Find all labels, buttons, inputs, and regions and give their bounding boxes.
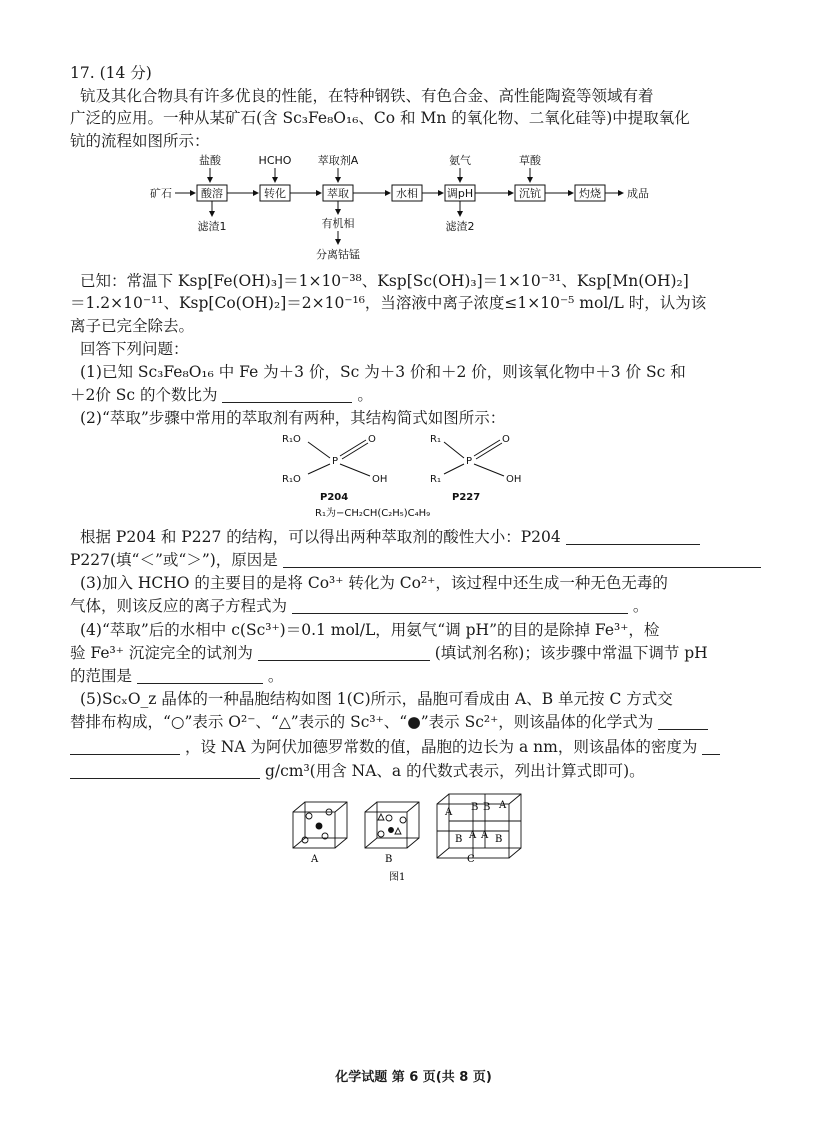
q5-density-blank-a[interactable] — [702, 738, 720, 755]
q1-line-1: (1)已知 Sc₃Fe₈O₁₆ 中 Fe 为＋3 价，Sc 为＋3 价和＋2 价，则该氧化物中＋3 价 Sc 和 — [80, 363, 686, 381]
c-cell-3: B — [483, 802, 491, 813]
q3-period: 。 — [632, 597, 649, 615]
p204-oh: OH — [372, 474, 388, 485]
q5-density-blank-b[interactable] — [70, 762, 260, 779]
p204-r1o-bottom: R₁O — [282, 474, 301, 485]
q4-reagent-blank[interactable] — [258, 644, 430, 661]
c-cell-2: B — [471, 802, 479, 813]
process-flowchart — [140, 150, 680, 265]
known-line-1: 已知：常温下 Ksp[Fe(OH)₃]＝1×10⁻³⁸、Ksp[Sc(OH)₃]＝1×10⁻³¹、Ksp[Mn(OH)₂] — [80, 272, 689, 290]
q5-text-b: 替排布构成，“○”表示 O²⁻、“△”表示的 Sc³⁺、“●”表示 Sc²⁺，则该晶体的化学式为 — [70, 713, 654, 731]
q2-line-2 — [80, 527, 700, 547]
step-extract: 萃取 — [327, 187, 349, 200]
p227-p: P — [466, 456, 473, 467]
unit-cell-b — [365, 802, 419, 848]
q5-line-3 — [70, 737, 720, 757]
step-convert: 转化 — [264, 187, 286, 200]
q2-line-3 — [70, 550, 761, 570]
q5-line-1: (5)ScₓO_z 晶体的一种晶胞结构如图 1(C)所示，晶胞可看成由 A、B 单元按 C 方式交 — [80, 690, 673, 708]
intro-line-2: 广泛的应用。一种从某矿石(含 Sc₃Fe₈O₁₆、Co 和 Mn 的氧化物、二氧化硅等)中提取氧化 — [70, 109, 690, 127]
q2-compare-blank[interactable] — [566, 528, 700, 545]
q3-line-2 — [70, 596, 648, 616]
intro-line-1: 钪及其化合物具有许多优良的性能，在特种钢铁、有色合金、高性能陶瓷等领域有着 — [80, 87, 654, 105]
unit-cell-c — [437, 794, 521, 858]
step-precipitate: 沉钪 — [519, 187, 541, 200]
q4-period: 。 — [267, 667, 284, 685]
intro-line-3: 钪的流程如图所示： — [70, 132, 210, 150]
p227-oh: OH — [506, 474, 522, 485]
known-line-2: ＝1.2×10⁻¹¹、Ksp[Co(OH)₂]＝2×10⁻¹⁶，当溶液中离子浓度≤1×10⁻⁵ mol/L 时，认为该 — [70, 294, 707, 312]
q4-text-b1: 验 Fe³⁺ 沉淀完全的试剂为 — [70, 644, 253, 662]
p227-o: O — [502, 434, 510, 445]
q1-answer-blank[interactable] — [222, 386, 352, 403]
unit-cell-a — [293, 802, 347, 848]
q4-ph-blank[interactable] — [137, 667, 263, 684]
reagent-oxalic: 草酸 — [519, 154, 541, 167]
q4-line-2 — [70, 643, 708, 663]
q5-formula-blank-a[interactable] — [658, 713, 708, 730]
p204-r1o-top: R₁O — [282, 434, 301, 445]
q2-text-c: P227(填“＜”或“＞”)，原因是 — [70, 551, 278, 569]
crystal-figure-1 — [285, 790, 545, 885]
q3-equation-blank[interactable] — [292, 597, 628, 614]
step-ph: 调pH — [446, 187, 474, 200]
p204-label: P204 — [320, 492, 349, 503]
known-line-3: 离子已完全除去。 — [70, 317, 195, 335]
flow-start: 矿石 — [150, 187, 172, 200]
reagent-ammonia: 氨气 — [449, 154, 471, 167]
q1-line-2 — [70, 385, 373, 405]
q4-text-c: 的范围是 — [70, 667, 133, 685]
q4-line-1: (4)“萃取”后的水相中 c(Sc³⁺)＝0.1 mol/L，用氨气“调 pH”的目的是除掉 Fe³⁺，检 — [80, 621, 660, 639]
c-cell-7: A — [481, 830, 489, 841]
page-footer: 化学试题 第 6 页(共 8 页) — [335, 1070, 492, 1085]
reagent-hcl: 盐酸 — [199, 154, 221, 167]
separate-co-mn: 分离钴锰 — [316, 248, 360, 261]
c-cell-1: A — [445, 807, 453, 818]
q5-formula-blank-b[interactable] — [70, 738, 180, 755]
q1-text: ＋2价 Sc 的个数比为 — [70, 386, 218, 404]
extractant-structures — [280, 428, 540, 520]
c-cell-8: B — [495, 834, 503, 845]
question-header: 17. (14 分) — [70, 64, 152, 82]
p204-p: P — [332, 456, 339, 467]
q5-line-4 — [70, 761, 645, 781]
q5-text-d: g/cm³(用含 NA、a 的代数式表示，列出计算式即可)。 — [264, 762, 645, 780]
answer-prompt: 回答下列问题： — [80, 340, 189, 358]
r1-definition: R₁为−CH₂CH(C₂H₅)C₄H₉ — [315, 508, 431, 519]
p227-r1-top: R₁ — [430, 434, 441, 445]
figure-caption: 图1 — [389, 872, 406, 883]
figure-label-c: C — [467, 854, 475, 865]
q1-period: 。 — [357, 386, 373, 404]
residue-2: 滤渣2 — [445, 220, 475, 233]
p204-o: O — [368, 434, 376, 445]
step-aqueous: 水相 — [396, 187, 418, 200]
residue-1: 滤渣1 — [197, 220, 227, 233]
c-cell-4: A — [499, 800, 507, 811]
organic-phase: 有机相 — [321, 217, 355, 230]
figure-label-b: B — [385, 854, 393, 865]
q3-text-b: 气体，则该反应的离子方程式为 — [70, 597, 288, 615]
figure-label-a: A — [311, 854, 319, 865]
q4-text-b2: (填试剂名称)；该步骤中常温下调节 pH — [434, 644, 708, 662]
c-cell-5: B — [455, 834, 463, 845]
p227-r1-bottom: R₁ — [430, 474, 441, 485]
step-dissolve: 酸溶 — [201, 187, 223, 200]
reagent-extractant: 萃取剂A — [317, 154, 359, 167]
q2-reason-blank[interactable] — [283, 551, 761, 568]
reagent-hcho: HCHO — [258, 154, 292, 167]
flow-end: 成品 — [627, 187, 649, 200]
q5-line-2 — [70, 712, 708, 732]
q5-text-c: ，设 NA 为阿伏加德罗常数的值，晶胞的边长为 a nm，则该晶体的密度为 — [184, 738, 698, 756]
p227-label: P227 — [452, 492, 481, 503]
q3-line-1: (3)加入 HCHO 的主要目的是将 Co³⁺ 转化为 Co²⁺，该过程中还生成一种无色无毒的 — [80, 574, 668, 592]
q2-line-1: (2)“萃取”步骤中常用的萃取剂有两种，其结构简式如图所示： — [80, 409, 506, 427]
q4-line-3 — [70, 666, 283, 686]
c-cell-6: A — [469, 830, 477, 841]
step-calcine: 灼烧 — [579, 187, 601, 200]
q2-text-b: 根据 P204 和 P227 的结构，可以得出两种萃取剂的酸性大小：P204 — [80, 528, 561, 546]
